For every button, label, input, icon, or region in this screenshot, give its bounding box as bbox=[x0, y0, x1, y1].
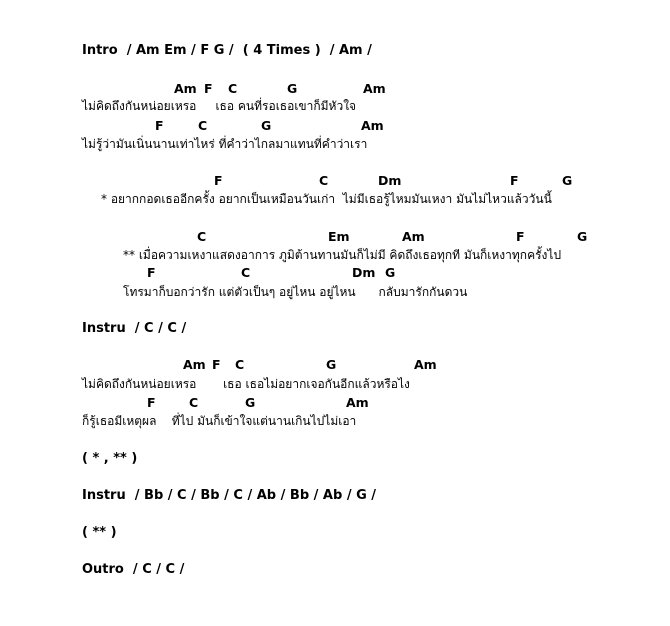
chord: Am bbox=[402, 229, 425, 244]
chord: F bbox=[510, 173, 519, 188]
chord: C bbox=[241, 265, 251, 280]
chord: G bbox=[562, 173, 573, 188]
chord: G bbox=[245, 395, 256, 410]
chord: C bbox=[319, 173, 329, 188]
chord: Am bbox=[174, 81, 197, 96]
lyric-line: ไม่รู้ว่ามันเนิ่นนานเท่าไหร่ ที่คำว่าไกลมาแทนที่คำว่าเรา bbox=[82, 137, 368, 151]
chord: G bbox=[287, 81, 298, 96]
lyric-line: ไม่คิดถึงกันหน่อยเหรอ เธอ เธอไม่อยากเจอกันอีกแล้วหรือไง bbox=[82, 377, 410, 391]
lyric-line: โทรมาก็บอกว่ารัก แต่ตัวเป็นๆ อยู่ไหน อยู่ไหน กลับมารักกันดวน bbox=[123, 285, 468, 299]
lyric-line: * อยากกอดเธออีกครั้ง อยากเป็นเหมือนวันเก่า ไม่มีเธอรู้ไหมมันเหงา มันไม่ไหวแล้ววันนี้ bbox=[101, 192, 552, 206]
chord: F bbox=[214, 173, 223, 188]
chord: C bbox=[197, 229, 207, 244]
chord: Dm bbox=[352, 265, 376, 280]
chord: C bbox=[228, 81, 238, 96]
chord: F bbox=[204, 81, 213, 96]
chord: Am bbox=[183, 357, 206, 372]
chord: Am bbox=[361, 118, 384, 133]
repeat-marker: ( ** ) bbox=[82, 525, 117, 540]
chord: C bbox=[189, 395, 199, 410]
chord: F bbox=[212, 357, 221, 372]
lyric-line: ไม่คิดถึงกันหน่อยเหรอ เธอ คนที่รอเธอเขาก็มีหัวใจ bbox=[82, 99, 357, 113]
chord: G bbox=[326, 357, 337, 372]
chord: F bbox=[147, 395, 156, 410]
chord: G bbox=[385, 265, 396, 280]
chord: C bbox=[198, 118, 208, 133]
chord: F bbox=[516, 229, 525, 244]
lyric-line: ก็รู้เธอมีเหตุผล ที่ไป มันก็เข้าใจแต่นานเกินไปไม่เอา bbox=[82, 414, 357, 428]
lyric-line: ** เมื่อความเหงาแสดงอาการ ภูมิต้านทานมันก็ไม่มี คิดถึงเธอทุกที มันก็เหงาทุกครั้งไป bbox=[123, 248, 562, 262]
chord: Am bbox=[346, 395, 369, 410]
chord: G bbox=[261, 118, 272, 133]
outro-line: Outro / C / C / bbox=[82, 562, 185, 577]
instru-line: Instru / C / C / bbox=[82, 321, 187, 336]
chord: F bbox=[155, 118, 164, 133]
intro-line: Intro / Am Em / F G / ( 4 Times ) / Am / bbox=[82, 43, 372, 58]
chord: Em bbox=[328, 229, 350, 244]
chord: Am bbox=[363, 81, 386, 96]
chord: C bbox=[235, 357, 245, 372]
chord: F bbox=[147, 265, 156, 280]
repeat-marker: ( * , ** ) bbox=[82, 451, 138, 466]
chord: Dm bbox=[378, 173, 402, 188]
chord: G bbox=[577, 229, 588, 244]
instru-line: Instru / Bb / C / Bb / C / Ab / Bb / Ab / G / bbox=[82, 488, 377, 503]
chord: Am bbox=[414, 357, 437, 372]
